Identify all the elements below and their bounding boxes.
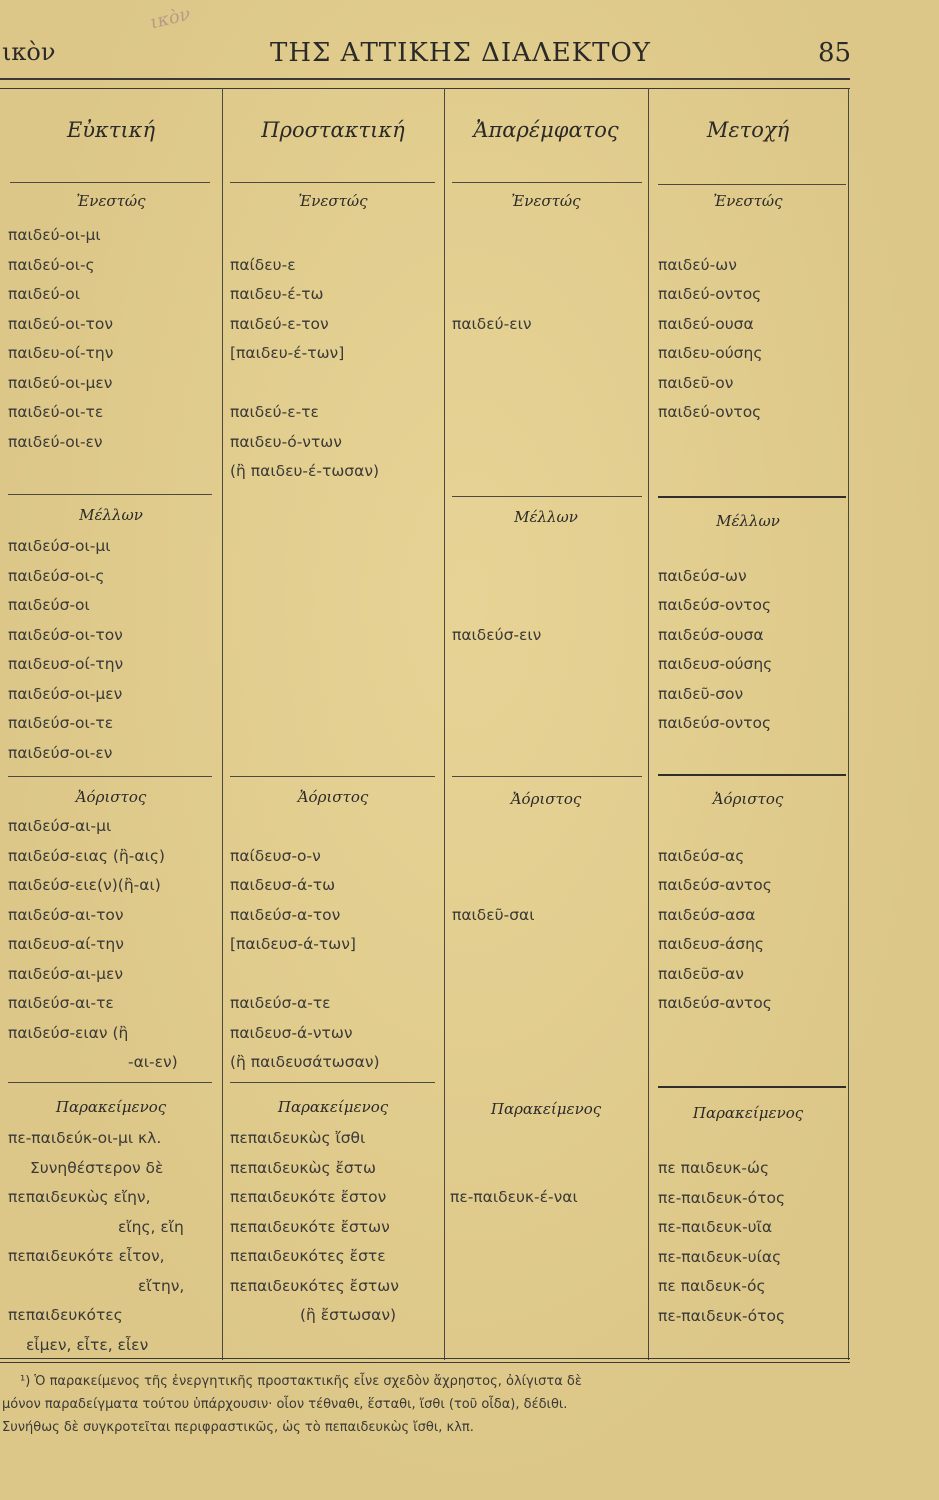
header-separator <box>452 182 642 183</box>
header-separator <box>10 182 210 183</box>
form-cell: -αι-εν) <box>128 1053 178 1071</box>
form-cell: παιδευ-ούσης <box>658 344 763 362</box>
form-cell: εἴτην, <box>138 1276 185 1295</box>
form-cell: παιδεύ-οι-μι <box>8 226 101 244</box>
form-cell: παιδεῦσ-αν <box>658 964 744 983</box>
form-cell: παιδευ-οί-την <box>8 344 114 362</box>
form-cell: παιδεύσ-ειαν (ἢ <box>8 1023 129 1042</box>
section-label-aorist: Ἀόριστος <box>712 790 784 808</box>
section-separator <box>8 1082 212 1083</box>
form-cell: παιδεύσ-οι-εν <box>8 743 113 762</box>
form-cell: πε-παιδευκ-ότος <box>658 1188 786 1207</box>
form-cell <box>230 369 379 399</box>
form-cell <box>450 1124 578 1154</box>
form-cell <box>230 812 380 842</box>
form-cell: παιδεύσ-ων <box>658 566 747 585</box>
form-cell: παιδεύσ-οι-τε <box>8 714 114 732</box>
form-cell: πεπαιδευκότε ἔστον <box>230 1188 387 1206</box>
form-cell: πεπαιδευκότες ἔστε <box>230 1247 386 1265</box>
form-cell: πεπαιδευκότες ἔστων <box>230 1276 399 1295</box>
form-cell: παιδεύ-οι-τον <box>8 314 114 333</box>
form-cell: παιδεύ-ε-τον <box>230 314 329 333</box>
footnote <box>2 1370 937 1439</box>
header-separator <box>230 182 435 183</box>
running-head-title: ΤΗΣ ΑΤΤΙΚΗΣ ΔΙΑΛΕΚΤΟΥ <box>270 38 651 68</box>
form-cell <box>452 280 532 310</box>
form-cell: παιδεύ-ε-τε <box>230 403 319 421</box>
form-cell: (ἢ παιδευ-έ-τωσαν) <box>230 462 380 480</box>
form-cell: (ἢ ἔστωσαν) <box>300 1306 397 1324</box>
form-cell: πε παιδευκ-ώς <box>658 1159 770 1177</box>
section-label-perfect: Παρακείμενος <box>692 1104 804 1122</box>
form-cell: παιδεύσ-αι-τον <box>8 905 124 924</box>
aorist-optative-forms <box>8 812 178 1078</box>
form-cell: παιδεύσ-οι-μι <box>8 537 111 555</box>
form-cell: παιδευσ-άσης <box>658 935 765 953</box>
form-cell: πε παιδευκ-ός <box>658 1277 766 1295</box>
future-participle-forms <box>658 532 772 739</box>
form-cell: παιδεύ-οι <box>8 285 80 303</box>
form-cell: παιδεύ-οι-εν <box>8 432 103 451</box>
section-label-present: Ἐνεστώς <box>76 192 146 210</box>
form-cell: εἶμεν, εἶτε, εἶεν <box>26 1335 149 1354</box>
form-cell: πεπαιδευκότε εἶτον, <box>8 1247 165 1265</box>
form-cell: παιδεύσ-ειας (ἢ-αις) <box>8 846 165 865</box>
perfect-optative-forms <box>8 1124 184 1360</box>
form-cell: πεπαιδευκότε ἔστων <box>230 1217 390 1236</box>
section-separator <box>230 1082 435 1083</box>
footnote-line: μόνον παραδείγματα τούτου ὑπάρχουσιν· οἷον τέθναθι, ἕσταθι, ἴσθι (τοῦ οἶδα), δέδιθι. <box>2 1397 568 1412</box>
aorist-infinitive-forms <box>452 812 535 930</box>
form-cell: [παιδευ-έ-των] <box>230 344 345 362</box>
column-header-optative: Εὐκτική <box>66 118 156 142</box>
section-label-perfect: Παρακείμενος <box>490 1100 602 1118</box>
present-infinitive-forms <box>452 221 532 339</box>
section-label-perfect: Παρακείμενος <box>55 1098 167 1116</box>
future-infinitive-forms <box>452 532 541 650</box>
form-cell: παιδεῦ-ον <box>658 373 734 392</box>
section-label-aorist: Ἀόριστος <box>510 790 582 808</box>
section-label-future: Μέλλων <box>716 512 780 530</box>
form-cell: παιδεύσ-οντος <box>658 714 772 732</box>
form-cell: παιδεύσ-αντος <box>658 994 772 1012</box>
form-cell: Συνηθέστερον δὲ <box>30 1158 164 1177</box>
form-cell <box>452 532 541 562</box>
section-label-aorist: Ἀόριστος <box>75 788 147 806</box>
form-cell: παιδευ-έ-τω <box>230 285 324 303</box>
form-cell <box>452 562 541 592</box>
section-label-future: Μέλλων <box>79 506 143 524</box>
footnote-line: ¹) Ὁ παρακείμενος τῆς ἐνεργητικῆς προστακτικῆς εἶνε σχεδὸν ἄχρηστος, ὀλίγιστα δὲ <box>20 1374 582 1389</box>
form-cell: πεπαιδευκότες <box>8 1306 123 1324</box>
form-cell <box>452 251 532 281</box>
section-label-present: Ἐνεστώς <box>511 192 581 210</box>
form-cell: παιδεύ-ων <box>658 255 737 274</box>
form-cell <box>450 1154 578 1184</box>
section-separator <box>452 776 642 777</box>
form-cell: πε-παιδευκ-υίας <box>658 1247 782 1266</box>
form-cell: παιδεῦ-σαι <box>452 905 535 924</box>
form-cell: πε-παιδευκ-υῖα <box>658 1218 773 1236</box>
section-separator <box>230 776 435 777</box>
aorist-participle-forms <box>658 812 772 1019</box>
bottom-rule-thin <box>0 1362 850 1363</box>
top-rule <box>0 78 850 80</box>
section-separator <box>658 1086 846 1088</box>
form-cell: παιδεύσ-αι-τε <box>8 994 114 1012</box>
pencil-scribble: ικὸν <box>148 3 193 34</box>
section-label-aorist: Ἀόριστος <box>297 788 369 806</box>
form-cell: παιδευσ-ά-ντων <box>230 1023 353 1042</box>
form-cell <box>230 221 379 251</box>
form-cell <box>452 812 535 842</box>
section-label-perfect: Παρακείμενος <box>277 1098 389 1116</box>
form-cell: παιδευσ-ά-τω <box>230 876 336 894</box>
running-head-fragment: ικὸν <box>2 38 56 66</box>
form-cell <box>658 812 772 842</box>
column-divider <box>222 88 223 1360</box>
column-header-infinitive: Ἀπαρέμφατος <box>473 118 619 142</box>
running-head <box>0 3 939 78</box>
form-cell <box>452 591 541 621</box>
form-cell: πε-παιδεύκ-οι-μι κλ. <box>8 1129 162 1147</box>
form-cell: πεπαιδευκὼς ἔστω <box>230 1158 376 1177</box>
column-divider <box>848 88 849 1360</box>
form-cell: παιδεύσ-αντος <box>658 876 772 894</box>
form-cell: παιδεύσ-α-τον <box>230 905 341 924</box>
form-cell: πε-παιδευκ-ότος <box>658 1306 786 1325</box>
column-header-participle: Μετοχή <box>706 118 790 142</box>
header-separator <box>658 184 846 185</box>
column-divider <box>648 88 649 1360</box>
form-cell: (ἢ παιδευσάτωσαν) <box>230 1053 380 1071</box>
form-cell: παιδεύ-οι-ς <box>8 255 95 274</box>
form-cell: πεπαιδευκὼς εἴην, <box>8 1188 151 1206</box>
form-cell: παίδευσ-ο-ν <box>230 846 321 865</box>
section-label-present: Ἐνεστώς <box>298 192 368 210</box>
form-cell: παιδεύσ-οι <box>8 596 90 614</box>
page-number: 85 <box>818 38 852 68</box>
form-cell <box>658 221 762 251</box>
perfect-infinitive-forms <box>450 1124 578 1213</box>
form-cell: παιδεύ-οντος <box>658 403 762 421</box>
form-cell <box>452 871 535 901</box>
form-cell: παιδεύσ-οι-μεν <box>8 684 123 703</box>
form-cell: παιδεύσ-ειν <box>452 625 542 644</box>
form-cell <box>230 960 380 990</box>
form-cell: παιδεύ-οι-μεν <box>8 373 113 392</box>
aorist-imperative-forms <box>230 812 380 1078</box>
section-separator <box>8 494 212 495</box>
section-separator <box>8 776 212 777</box>
form-cell: παιδεύσ-ειε(ν)(ἢ-αι) <box>8 876 161 894</box>
form-cell: παιδεύσ-α-τε <box>230 994 331 1012</box>
form-cell: παιδεύσ-οντος <box>658 596 772 614</box>
section-separator <box>452 496 642 497</box>
form-cell: παιδεύσ-ασα <box>658 905 756 924</box>
section-separator <box>658 496 846 498</box>
form-cell: παιδευσ-οί-την <box>8 655 124 673</box>
present-optative-forms <box>8 221 113 457</box>
column-divider <box>444 88 445 1360</box>
perfect-participle-forms <box>658 1154 785 1331</box>
form-cell: πε-παιδευκ-έ-ναι <box>450 1188 578 1206</box>
bottom-rule <box>0 1358 850 1359</box>
present-imperative-forms <box>230 221 379 487</box>
form-cell: πεπαιδευκὼς ἴσθι <box>230 1129 366 1147</box>
form-cell <box>452 221 532 251</box>
section-label-present: Ἐνεστώς <box>713 192 783 210</box>
form-cell: παιδευσ-ούσης <box>658 655 773 673</box>
section-label-future: Μέλλων <box>514 508 578 526</box>
form-cell: παιδεύ-ειν <box>452 314 532 333</box>
form-cell <box>452 842 535 872</box>
form-cell: παιδεύσ-οι-τον <box>8 625 123 644</box>
form-cell: παιδευσ-αί-την <box>8 935 124 953</box>
section-separator <box>658 774 846 776</box>
form-cell: παιδεύσ-οι-ς <box>8 566 105 585</box>
form-cell: εἴης, εἴη <box>118 1217 184 1236</box>
form-cell: παιδεύ-ουσα <box>658 314 754 333</box>
future-optative-forms <box>8 532 123 768</box>
form-cell: παιδευ-ό-ντων <box>230 432 342 451</box>
form-cell: παιδεύσ-ας <box>658 846 745 865</box>
form-cell: παιδεύσ-ουσα <box>658 625 764 644</box>
form-cell: παιδεύσ-αι-μεν <box>8 964 123 983</box>
form-cell: παιδεύσ-αι-μι <box>8 817 112 835</box>
top-rule-thin <box>0 88 850 89</box>
form-cell: παιδεῦ-σον <box>658 684 744 703</box>
column-header-imperative: Προστακτική <box>261 118 405 142</box>
form-cell: [παιδευσ-ά-των] <box>230 935 356 953</box>
present-participle-forms <box>658 221 762 428</box>
perfect-imperative-forms <box>230 1124 399 1331</box>
form-cell: παιδεύ-οι-τε <box>8 403 104 421</box>
form-cell <box>658 532 772 562</box>
footnote-line: Συνήθως δὲ συγκροτεῖται περιφραστικῶς, ὡς τὸ πεπαιδευκὼς ἴσθι, κλπ. <box>2 1420 474 1435</box>
form-cell: παίδευ-ε <box>230 255 296 274</box>
form-cell: παιδεύ-οντος <box>658 285 762 303</box>
